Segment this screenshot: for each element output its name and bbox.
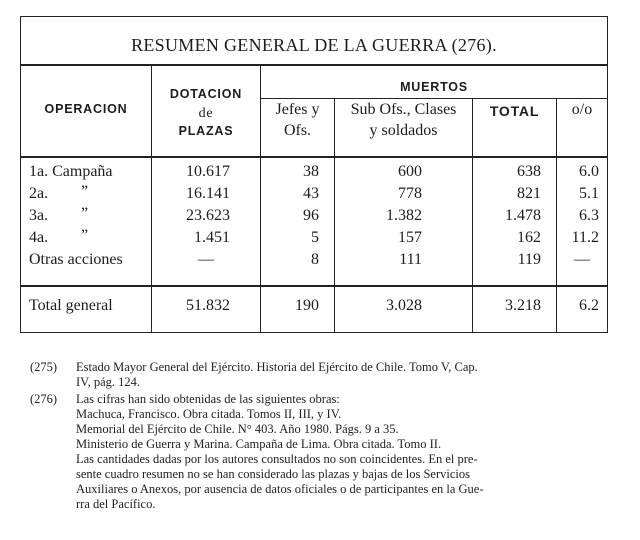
header-subofs-2: y soldados xyxy=(369,122,438,139)
footnote-line: Auxiliares o Anexos, por ausencia de datos oficiales o de participantes en la Gue- xyxy=(76,482,484,496)
table-row-subofs: 111 xyxy=(399,251,422,268)
table-row-pct: — xyxy=(574,251,590,268)
total-row-dotacion: 51.832 xyxy=(186,297,230,314)
footnote-line: Ministerio de Guerra y Marina. Campaña de Lima. Obra citada. Tomo II. xyxy=(76,437,442,451)
table-row-op: 3a. xyxy=(29,207,49,224)
footnote-276 xyxy=(30,392,610,512)
total-row-op: Total general xyxy=(29,297,113,314)
table-row-op: 1a. Campaña xyxy=(29,163,113,180)
header-operacion: OPERACION xyxy=(44,102,128,116)
header-subofs-1: Sub Ofs., Clases xyxy=(350,101,457,118)
table-row-op: Otras acciones xyxy=(29,251,123,268)
ditto-mark: ” xyxy=(81,183,89,200)
table-row-total: 638 xyxy=(517,163,541,180)
total-row-pct: 6.2 xyxy=(579,297,599,314)
header-jefes-1: Jefes y xyxy=(275,101,320,118)
footnote-line: Estado Mayor General del Ejército. Historia del Ejército de Chile. Tomo V, Cap. xyxy=(76,360,478,374)
table-row-dotacion: 23.623 xyxy=(186,207,230,224)
footnote-line: rra del Pacífico. xyxy=(76,497,156,511)
table-row-subofs: 157 xyxy=(398,229,422,246)
table-row-pct: 5.1 xyxy=(579,185,599,202)
table-row-pct: 11.2 xyxy=(571,229,599,246)
table-title: RESUMEN GENERAL DE LA GUERRA (276). xyxy=(131,35,497,55)
table-row-subofs: 1.382 xyxy=(386,207,422,224)
table-row-jefes: 43 xyxy=(303,185,319,202)
table-row-pct: 6.0 xyxy=(579,163,599,180)
table-row-dotacion: 16.141 xyxy=(186,185,230,202)
total-row-total: 3.218 xyxy=(505,297,541,314)
footnote-line: IV, pág. 124. xyxy=(76,375,141,389)
table-row-total: 1.478 xyxy=(505,207,541,224)
rule-above-total xyxy=(21,285,607,287)
footnote-line: Machuca, Francisco. Obra citada. Tomos II, III, y IV. xyxy=(76,407,342,421)
header-dotacion-3: PLAZAS xyxy=(178,124,234,138)
footnote-line: Las cifras han sido obtenidas de las siguientes obras: xyxy=(76,392,340,406)
table-row-dotacion: 1.451 xyxy=(194,229,230,246)
summary-table xyxy=(20,16,608,333)
table-row-jefes: 5 xyxy=(311,229,319,246)
footnote-text xyxy=(76,392,610,512)
footnote-line: Memorial del Ejército de Chile. N° 403. Año 1980. Págs. 9 a 35. xyxy=(76,422,399,436)
rule-below-title xyxy=(21,64,607,66)
table-row-op: 4a. xyxy=(29,229,49,246)
header-muertos: MUERTOS xyxy=(400,80,468,94)
table-row-jefes: 38 xyxy=(303,163,319,180)
header-dotacion-1: DOTACION xyxy=(169,87,243,101)
table-row-total: 821 xyxy=(517,185,541,202)
table-row-total: 119 xyxy=(517,251,541,268)
table-row-jefes: 96 xyxy=(303,207,319,224)
table-row-dotacion: — xyxy=(198,251,214,268)
footnote-line: Las cantidades dadas por los autores consultados no son coincidentes. En el pre- xyxy=(76,452,478,466)
footnote-number: (275) xyxy=(30,360,58,374)
header-total: TOTAL xyxy=(489,103,540,119)
footnote-line: sente cuadro resumen no se han considerado las plazas y bajas de los Servicios xyxy=(76,467,470,481)
footnotes xyxy=(30,360,610,512)
header-pct: o/o xyxy=(571,101,593,118)
table-row-dotacion: 10.617 xyxy=(186,163,230,180)
header-dotacion-2: de xyxy=(198,106,214,121)
total-row-subofs: 3.028 xyxy=(386,297,422,314)
footnote-text xyxy=(76,360,610,390)
table-row-jefes: 8 xyxy=(311,251,319,268)
total-row-jefes: 190 xyxy=(295,297,319,314)
footnote-275 xyxy=(30,360,610,390)
table-row-pct: 6.3 xyxy=(579,207,599,224)
rule-below-header xyxy=(21,156,607,158)
table-row-subofs: 778 xyxy=(398,185,422,202)
ditto-mark: ” xyxy=(81,205,89,222)
header-jefes-2: Ofs. xyxy=(283,122,312,139)
table-row-op: 2a. xyxy=(29,185,49,202)
table-row-total: 162 xyxy=(517,229,541,246)
footnote-number: (276) xyxy=(30,392,58,406)
ditto-mark: ” xyxy=(81,227,89,244)
table-row-subofs: 600 xyxy=(398,163,422,180)
